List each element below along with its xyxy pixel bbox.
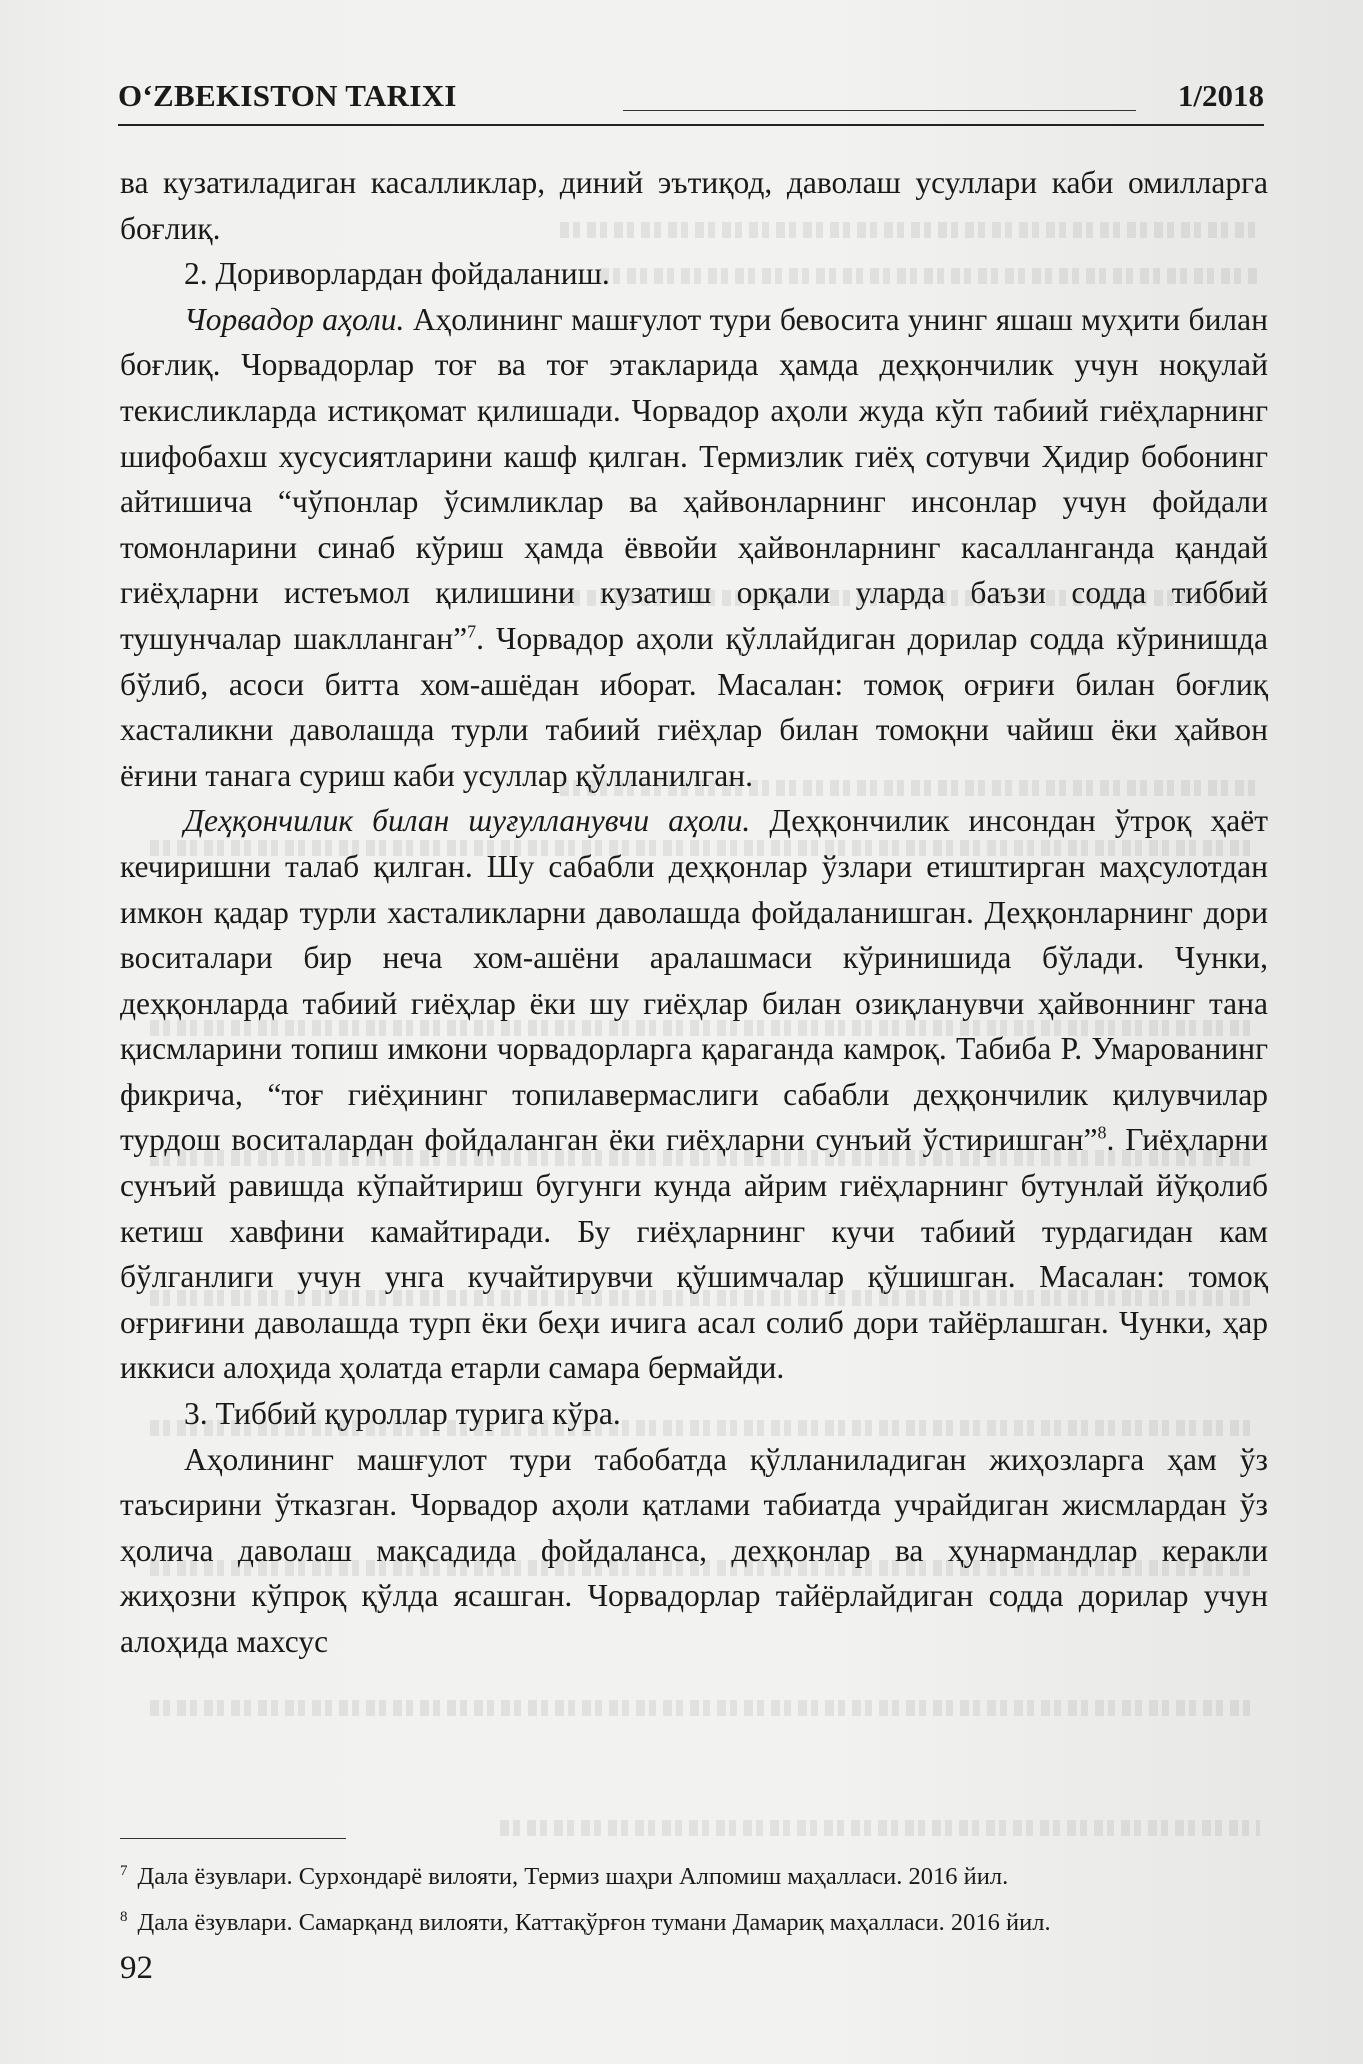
paragraph-3 (120, 297, 1268, 799)
journal-title: O‘ZBEKISTON TARIXI (118, 78, 457, 113)
paragraph-1: ва кузатиладиган касалликлар, диний эътиқод, даволаш усуллари каби омилларга боғлиқ. (120, 165, 1268, 246)
paragraph-3-text-a: Аҳолининг машғулот тури бевосита унинг яшаш муҳити билан боғлиқ. Чорвадорлар тоғ ва тоғ этакларида ҳамда деҳқончилик учун ноқулай текисликларда истиқомат қилишади. Чорвадор аҳоли жуда кўп табиий гиёҳларнинг шифобахш хусусиятларини кашф қилган. Термизлик гиёҳ сотувчи Ҳидир бобонинг айтишича “чўпонлар ўсимликлар ва ҳайвонларнинг инсонлар учун фойдали томонларини синаб кўриш ҳамда ёввойи ҳайвонларнинг касалланганда қандай гиёҳларни истеъмол қилишини кузатиш орқали уларда баъзи содда тиббий тушунчалар шаклланган” (120, 301, 1268, 656)
paragraph-4-text-b: . Гиёҳларни сунъий равишда кўпайтириш бугунги кунда айрим гиёҳларнинг бутунлай йўқолиб кетиш хавфини камайтиради. Бу гиёҳларнинг кучи табиий турдагидан кам бўлганлиги учун унга кучайтирувчи қўшимчалар қўшишган. Масалан: томоқ оғриғини даволашда турп ёки беҳи ичига асал солиб дори тайёрлашган. Чунки, ҳар иккиси алоҳида ҳолатда етарли самара бермайди. (120, 1122, 1268, 1386)
page-number: 92 (120, 1950, 153, 1986)
header-rule (623, 110, 1136, 111)
footnote-7 (120, 1851, 1270, 1897)
paragraph-2-heading: 2. Дориворлардан фойдаланиш. (184, 256, 610, 292)
footnote-ref-7[interactable]: 7 (467, 621, 477, 642)
paragraph-3-text-b: . Чорвадор аҳоли қўллайдиган дорилар содда кўринишда бўлиб, асоси битта хом-ашёдан иборат. Масалан: томоқ оғриғи билан боғлиқ хасталикни даволашда турли табиий гиёҳлар билан томоқни чайиш ёки ҳайвон ёғини танага суриш каби усуллар қўлланилган. (120, 620, 1269, 793)
paragraph-5-heading: 3. Тиббий қуроллар турига кўра. (184, 1396, 621, 1432)
paragraph-3-italic-lead: Чорвадор аҳоли. (184, 301, 405, 337)
footnote-number: 7 (120, 1863, 128, 1879)
paragraph-4 (120, 798, 1268, 1391)
footnote-divider (120, 1838, 346, 1839)
article-body (120, 160, 1268, 1665)
footnote-text: Дала ёзувлари. Самарқанд вилояти, Каттақўрғон тумани Дамариқ маҳалласи. 2016 йил. (137, 1909, 1051, 1937)
footnote-text: Дала ёзувлари. Сурхондарё вилояти, Термиз шаҳри Алпомиш маҳалласи. 2016 йил. (137, 1863, 1009, 1891)
footnote-ref-8[interactable]: 8 (1097, 1122, 1107, 1143)
paragraph-4-text-a: Деҳқончилик инсондан ўтроқ ҳаёт кечиришни талаб қилган. Шу сабабли деҳқонлар ўзлари етиштирган маҳсулотдан имкон қадар турли хасталикларни даволашда фойдаланишган. Деҳқонларнинг дори воситалари бир неча хом-ашёни аралашмаси кўринишида бўлади. Чунки, деҳқонларда табиий гиёҳлар ёки шу гиёҳлар билан озиқланувчи ҳайвоннинг тана қисмларини топиш имкони чорвадорларга қараганда камроқ. Табиба Р. Умарованинг фикрича, “тоғ гиёҳининг топилавермаслиги сабабли деҳқончилик қилувчилар турдош воситалардан фойдаланган ёки гиёҳларни сунъий ўстиришган” (120, 803, 1268, 1158)
paragraph-4-italic-lead: Деҳқончилик билан шуғулланувчи аҳоли. (184, 803, 751, 839)
paragraph-6: Аҳолининг машғулот тури табобатда қўлланиладиган жиҳозларга ҳам ўз таъсирини ўтказган. Чорвадор аҳоли қатлами табиатда учрайдиган жисмлардан ўз ҳолича даволаш мақсадида фойдаланса, деҳқонлар ва ҳунармандлар керакли жиҳозни кўпроқ қўлда ясашган. Чорвадорлар тайёрлайдиган содда дорилар учун алоҳида махсус (120, 1441, 1268, 1659)
footnote-number: 8 (120, 1909, 128, 1926)
footnote-8 (120, 1897, 1270, 1943)
issue-number: 1/2018 (1177, 78, 1264, 113)
footnotes (120, 1851, 1270, 1943)
running-header (118, 74, 1264, 126)
